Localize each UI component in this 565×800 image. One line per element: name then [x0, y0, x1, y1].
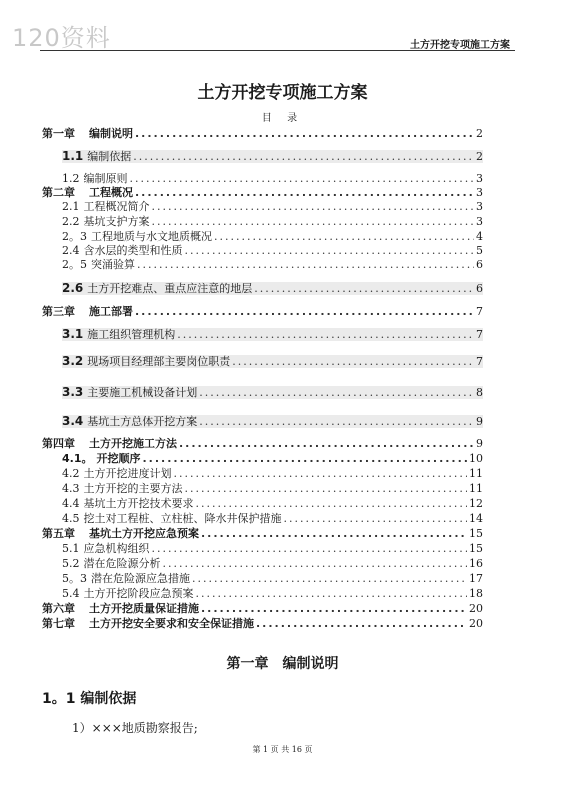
toc-entry-page: 20: [469, 602, 483, 615]
toc-entry[interactable]: [62, 216, 483, 228]
toc-entry[interactable]: [62, 513, 483, 525]
toc-entry-page: 7: [476, 305, 483, 318]
toc-leader-dots: [201, 528, 467, 540]
toc-entry[interactable]: [62, 415, 483, 428]
toc-entry-number: 1.2: [62, 172, 80, 185]
toc-entry-label: 基坑土方开挖应急预案: [89, 527, 199, 540]
toc-entry-page: 20: [469, 617, 483, 630]
toc-entry[interactable]: [62, 483, 483, 495]
toc-entry-page: 6: [476, 258, 483, 271]
toc-entry-page: 18: [469, 587, 483, 600]
toc-entry-label: 基坑支护方案: [83, 215, 150, 228]
toc-leader-dots: [185, 483, 468, 495]
toc-entry[interactable]: [62, 150, 483, 163]
toc-entry-number: 2.4: [62, 244, 80, 257]
toc-entry-label: 土方开挖进度计划: [83, 467, 172, 480]
toc-entry[interactable]: [42, 187, 483, 199]
toc-leader-dots: [179, 438, 474, 450]
toc-entry-label: 应急机构组织: [83, 542, 150, 555]
toc-entry-number: 第七章: [42, 617, 75, 630]
toc-entry-number: 第六章: [42, 602, 75, 615]
toc-entry-page: 11: [469, 482, 483, 495]
document-title: 土方开挖专项施工方案: [197, 83, 368, 103]
toc-entry-label: 挖土对工程桩、立柱桩、降水井保护措施: [83, 512, 282, 525]
toc-entry-page: 7: [476, 355, 483, 368]
toc-entry-label: 施工部署: [89, 305, 133, 318]
toc-entry[interactable]: [62, 245, 483, 257]
toc-entry-number: 4.3: [62, 482, 80, 495]
toc-entry-page: 16: [469, 557, 483, 570]
toc-entry-page: 3: [476, 200, 483, 213]
toc-entry-page: 4: [476, 230, 483, 243]
toc-entry-number: 4.2: [62, 467, 80, 480]
section-heading: 1。1 编制依据: [42, 691, 137, 707]
toc-entry-page: 2: [476, 127, 483, 140]
toc-leader-dots: [143, 453, 468, 465]
toc-entry-page: 8: [476, 386, 483, 399]
toc-entry[interactable]: [62, 355, 483, 368]
toc-entry-page: 15: [469, 527, 483, 540]
toc-entry-label: 土方开挖施工方法: [89, 437, 177, 450]
chapter-heading: 第一章 编制说明: [226, 656, 339, 672]
toc-entry-number: 第四章: [42, 437, 75, 450]
toc-leader-dots: [199, 387, 474, 399]
toc-leader-dots: [135, 187, 474, 199]
toc-entry-label: 土方开挖的主要方法: [83, 482, 183, 495]
toc-entry-number: 1.1: [62, 149, 84, 163]
toc-leader-dots: [163, 558, 468, 570]
toc-entry-page: 9: [476, 415, 483, 428]
toc-entry-number: 4.5: [62, 512, 80, 525]
toc-entry-number: 2.2: [62, 215, 80, 228]
toc-entry[interactable]: [62, 282, 483, 295]
toc-entry[interactable]: [62, 173, 483, 185]
toc-entry-label: 基坑土方总体开挖方案: [87, 415, 198, 428]
toc-entry-label: 土方开挖安全要求和安全保证措施: [89, 617, 254, 630]
toc-entry-label: 编制说明: [89, 127, 133, 140]
toc-entry-page: 7: [476, 328, 483, 341]
toc-entry[interactable]: [62, 328, 483, 341]
toc-leader-dots: [185, 245, 475, 257]
toc-entry-page: 3: [476, 172, 483, 185]
toc-entry-label: 施工组织管理机构: [87, 328, 176, 341]
toc-entry-label: 现场项目经理部主要岗位职责: [87, 355, 231, 368]
toc-leader-dots: [199, 416, 474, 428]
toc-entry-number: 5。3: [62, 572, 87, 585]
toc-entry-page: 5: [476, 244, 483, 257]
toc-entry-number: 5.1: [62, 542, 80, 555]
toc-entry-page: 15: [469, 542, 483, 555]
watermark: 120资料: [12, 24, 111, 52]
toc-heading: 目 录: [261, 113, 304, 124]
toc-entry-number: 3.1: [62, 327, 84, 341]
toc-entry[interactable]: [42, 438, 483, 450]
toc-entry[interactable]: [62, 588, 483, 600]
toc-entry[interactable]: [62, 201, 483, 213]
toc-entry-label: 土方开挖阶段应急预案: [83, 587, 194, 600]
toc-entry-label: 土方开挖质量保证措施: [89, 602, 199, 615]
toc-entry-page: 11: [469, 467, 483, 480]
toc-entry-label: 土方开挖难点、重点应注意的地层: [87, 282, 253, 295]
toc-entry-label: 突涌验算: [91, 258, 135, 271]
toc-leader-dots: [201, 603, 467, 615]
toc-entry[interactable]: [42, 128, 483, 140]
toc-entry-number: 5.2: [62, 557, 80, 570]
toc-entry-label: 编制依据: [87, 150, 132, 163]
toc-leader-dots: [196, 498, 468, 510]
page-footer: 第 1 页 共 16 页: [252, 745, 313, 754]
toc-entry[interactable]: [42, 306, 483, 318]
toc-entry-label: 含水层的类型和性质: [83, 244, 183, 257]
toc-entry[interactable]: [62, 498, 483, 510]
toc-leader-dots: [284, 513, 468, 525]
toc-entry-label: 潜在危险源应急措施: [91, 572, 190, 585]
toc-leader-dots: [177, 329, 474, 341]
header-rule: [40, 50, 515, 51]
toc-entry-page: 6: [476, 282, 483, 295]
toc-entry[interactable]: [42, 603, 483, 615]
toc-leader-dots: [196, 588, 468, 600]
toc-entry-number: 4.4: [62, 497, 80, 510]
toc-leader-dots: [133, 151, 474, 163]
toc-leader-dots: [135, 128, 474, 140]
toc-entry[interactable]: [62, 259, 483, 271]
toc-leader-dots: [254, 283, 474, 295]
toc-entry-number: 2.1: [62, 200, 80, 213]
toc-entry-number: 2.6: [62, 281, 84, 295]
toc-entry-label: 开挖顺序: [96, 452, 141, 465]
toc-leader-dots: [137, 259, 474, 271]
toc-entry[interactable]: [62, 543, 483, 555]
toc-entry-page: 9: [476, 437, 483, 450]
toc-entry-page: 3: [476, 186, 483, 199]
toc-leader-dots: [152, 543, 468, 555]
toc-leader-dots: [135, 306, 474, 318]
toc-entry[interactable]: [42, 618, 483, 630]
toc-entry-number: 2。3: [62, 230, 87, 243]
toc-leader-dots: [192, 573, 467, 585]
body-paragraph: 1）×××地质勘察报告;: [72, 721, 198, 735]
running-header: 土方开挖专项施工方案: [410, 40, 510, 51]
toc-entry[interactable]: [62, 453, 483, 465]
toc-entry-number: 3.2: [62, 354, 84, 368]
toc-entry-label: 工程地质与水文地质概况: [91, 230, 212, 243]
toc-entry-number: 5.4: [62, 587, 80, 600]
toc-entry[interactable]: [62, 386, 483, 399]
toc-entry-number: 3.3: [62, 385, 84, 399]
toc-entry-number: 第二章: [42, 186, 75, 199]
toc-entry-number: 4.1。: [62, 452, 93, 465]
toc-entry-number: 3.4: [62, 414, 84, 428]
toc-entry-page: 2: [476, 150, 483, 163]
toc-entry-label: 工程概况简介: [83, 200, 150, 213]
toc-entry-page: 10: [469, 452, 483, 465]
toc-entry-label: 潜在危险源分析: [83, 557, 161, 570]
toc-entry[interactable]: [62, 468, 483, 480]
toc-leader-dots: [174, 468, 468, 480]
toc-entry[interactable]: [62, 573, 483, 585]
toc-entry[interactable]: [62, 558, 483, 570]
toc-entry[interactable]: [42, 528, 483, 540]
toc-leader-dots: [232, 356, 474, 368]
toc-entry-label: 工程概况: [89, 186, 133, 199]
toc-entry-number: 2。5: [62, 258, 87, 271]
toc-entry-label: 主要施工机械设备计划: [87, 386, 198, 399]
toc-entry-number: 第一章: [42, 127, 75, 140]
toc-entry-page: 12: [469, 497, 483, 510]
toc-entry-page: 3: [476, 215, 483, 228]
toc-entry[interactable]: [62, 231, 483, 243]
toc-entry-number: 第五章: [42, 527, 75, 540]
toc-leader-dots: [152, 201, 475, 213]
toc-entry-label: 编制原则: [83, 172, 128, 185]
toc-leader-dots: [130, 173, 475, 185]
toc-entry-page: 14: [469, 512, 483, 525]
toc-entry-label: 基坑土方开挖技术要求: [83, 497, 194, 510]
toc-entry-page: 17: [469, 572, 483, 585]
toc-entry-number: 第三章: [42, 305, 75, 318]
toc-leader-dots: [256, 618, 467, 630]
toc-leader-dots: [152, 216, 475, 228]
toc-leader-dots: [214, 231, 474, 243]
